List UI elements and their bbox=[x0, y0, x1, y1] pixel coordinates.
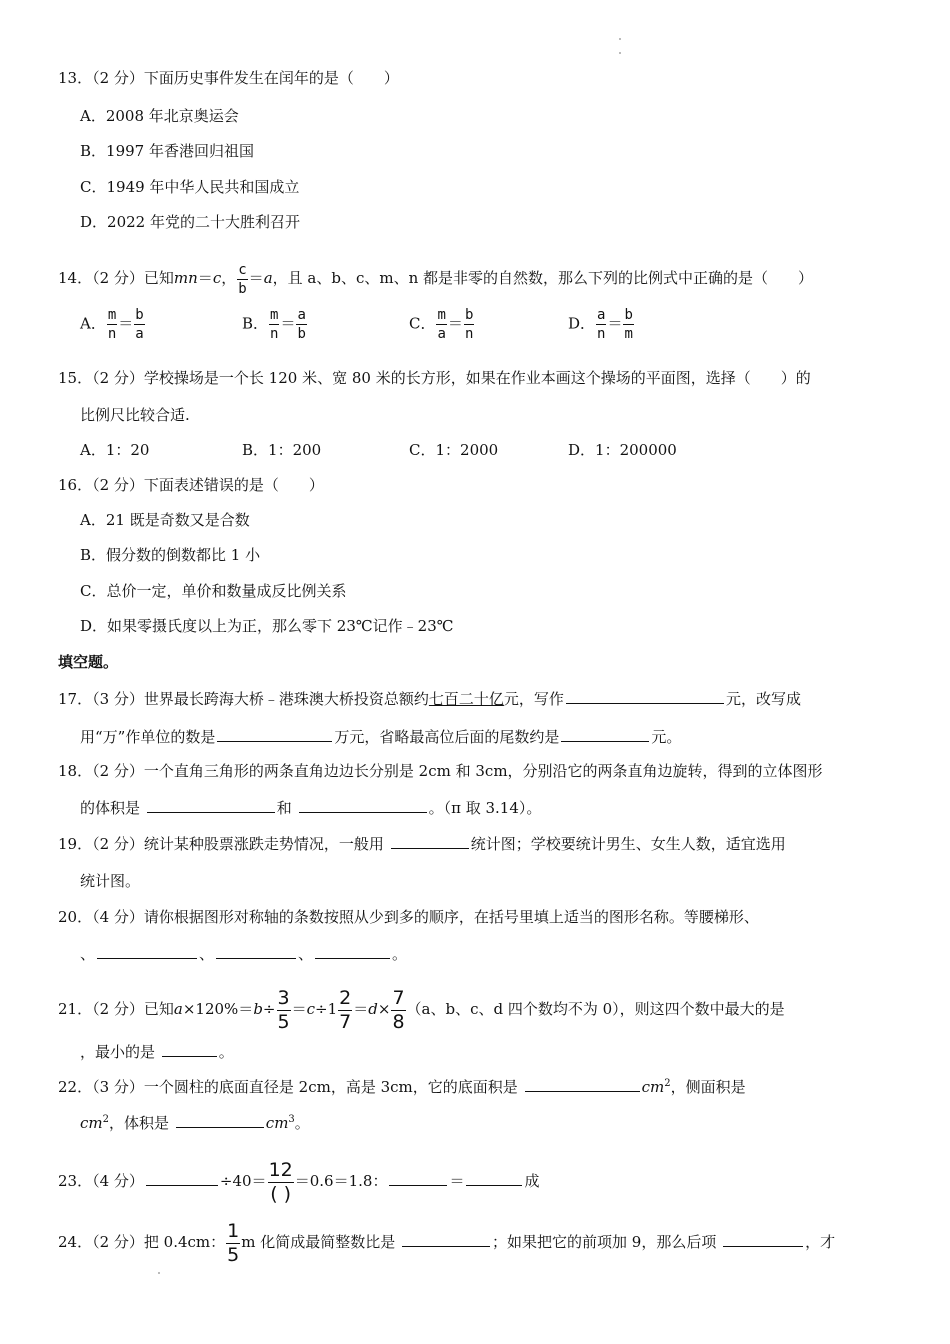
q14-option-d[interactable] bbox=[568, 308, 635, 341]
q17-text: 元，写作 bbox=[503, 690, 564, 708]
q20-sep: 、 bbox=[199, 945, 215, 963]
q24-text: m 化简成最简整数比是 bbox=[241, 1233, 396, 1251]
option-label: D． bbox=[568, 314, 596, 333]
q15-option-b[interactable]: B．1：200 bbox=[242, 441, 322, 459]
scan-dot bbox=[158, 1272, 160, 1274]
frac-num: b bbox=[624, 307, 633, 323]
frac-num: m bbox=[107, 307, 117, 323]
q18-text: 和 bbox=[276, 799, 292, 817]
frac-den: b bbox=[297, 326, 306, 342]
q19-text: 19．（2 分）统计某种股票涨跌走势情况，一般用 bbox=[58, 835, 384, 853]
frac-num: m bbox=[437, 307, 446, 323]
fraction bbox=[268, 1158, 294, 1205]
q15-stem-line1: 15．（2 分）学校操场是一个长 120 米、宽 80 米的长方形，如果在作业本画这个操场的平面图，选择（ ）的 bbox=[58, 369, 811, 387]
q18-text: 的体积是 bbox=[80, 799, 141, 817]
q21-text: （a、b、c、d 四个数均不为 0），则这四个数中最大的是 bbox=[406, 1000, 785, 1018]
q21-text: × bbox=[377, 1000, 391, 1018]
q18-line1: 18．（2 分）一个直角三角形的两条直角边边长分别是 2cm 和 3cm，分别沿它的两条直角边旋转，得到的立体图形 bbox=[58, 762, 823, 780]
q16-stem: 16．（2 分）下面表述错误的是（ ） bbox=[58, 476, 324, 494]
q21-var: c bbox=[306, 1000, 316, 1018]
frac-den: a bbox=[437, 326, 446, 342]
q14-option-c[interactable] bbox=[409, 308, 475, 341]
q17-line2 bbox=[80, 726, 681, 747]
fraction-bar bbox=[436, 324, 446, 325]
q13-stem: 13．（2 分）下面历史事件发生在闰年的是（ ） bbox=[58, 69, 399, 87]
q24-text: 24．（2 分）把 0.4cm： bbox=[58, 1233, 226, 1251]
answer-blank[interactable] bbox=[97, 943, 197, 959]
unit: cm bbox=[80, 1114, 103, 1132]
answer-blank[interactable] bbox=[561, 726, 649, 742]
answer-blank[interactable] bbox=[389, 1170, 447, 1186]
answer-blank[interactable] bbox=[146, 1170, 218, 1186]
q19-text: 统计图；学校要统计男生、女生人数，适宜选用 bbox=[470, 835, 786, 853]
q16-option-c[interactable]: C．总价一定，单价和数量成反比例关系 bbox=[80, 582, 347, 600]
q20-sep: 、 bbox=[80, 945, 96, 963]
equals: ＝ bbox=[607, 314, 623, 333]
option-label: B． bbox=[242, 314, 269, 333]
fraction-bar bbox=[269, 324, 279, 325]
frac-num: 2 bbox=[339, 986, 352, 1009]
q17-underlined: 七百二十亿 bbox=[428, 690, 504, 708]
q23-text: ÷40＝ bbox=[219, 1172, 267, 1190]
q14-frac-num: c bbox=[238, 261, 247, 278]
fraction-bar bbox=[134, 324, 144, 325]
q24-text: ，才 bbox=[805, 1233, 836, 1251]
q22-text: 22．（3 分）一个圆柱的底面直径是 2cm，高是 3cm，它的底面积是 bbox=[58, 1078, 518, 1096]
frac-den: 5 bbox=[227, 1243, 240, 1266]
q15-stem-line2: 比例尺比较合适. bbox=[80, 406, 190, 424]
q14-eq2: ＝ bbox=[248, 269, 264, 287]
frac-num: 12 bbox=[268, 1158, 293, 1181]
answer-blank[interactable] bbox=[402, 1231, 490, 1247]
q21-var: b bbox=[253, 1000, 263, 1018]
equals: ＝ bbox=[118, 314, 134, 333]
scan-dot bbox=[619, 38, 621, 40]
frac-num: a bbox=[597, 307, 606, 323]
option-label: C． bbox=[409, 314, 436, 333]
frac-den: n bbox=[107, 326, 117, 342]
q21-line1 bbox=[58, 974, 785, 1044]
q24-text: ；如果把它的前项加 9，那么后项 bbox=[492, 1233, 717, 1251]
frac-den-blank[interactable]: ( ) bbox=[270, 1182, 292, 1205]
q15-option-d[interactable]: D．1：200000 bbox=[568, 441, 677, 459]
fraction bbox=[107, 308, 117, 341]
fraction bbox=[134, 308, 144, 341]
q18-text: 。（π 取 3.14）。 bbox=[428, 799, 542, 817]
superscript: 3 bbox=[288, 1114, 295, 1125]
q14-stem bbox=[58, 248, 813, 308]
q14-option-b[interactable] bbox=[242, 308, 308, 341]
fraction bbox=[226, 1219, 240, 1266]
q14-a: a bbox=[263, 269, 273, 287]
q24-line bbox=[58, 1204, 835, 1280]
q23-text: ＝ bbox=[449, 1172, 465, 1190]
q14-prefix: 14．（2 分）已知 bbox=[58, 269, 174, 287]
q16-option-d[interactable]: D．如果零摄氏度以上为正，那么零下 23℃记作﹣23℃ bbox=[80, 617, 454, 635]
q14-fraction bbox=[237, 263, 247, 296]
fraction-bar bbox=[107, 324, 117, 325]
q15-option-a[interactable]: A．1：20 bbox=[80, 441, 150, 459]
fraction bbox=[277, 986, 291, 1033]
q17-text: 用“万”作单位的数是 bbox=[80, 728, 216, 746]
frac-den: m bbox=[624, 326, 633, 342]
unit: cm bbox=[265, 1114, 289, 1132]
q20-line1: 20．（4 分）请你根据图形对称轴的条数按照从少到多的顺序，在括号里填上适当的图形名称。等腰梯形、 bbox=[58, 908, 759, 926]
fraction bbox=[296, 308, 306, 341]
answer-blank[interactable] bbox=[315, 943, 390, 959]
answer-blank[interactable] bbox=[391, 833, 469, 849]
q13-option-c[interactable]: C．1949 年中华人民共和国成立 bbox=[80, 178, 300, 196]
q20-line2 bbox=[80, 943, 407, 964]
answer-blank[interactable] bbox=[466, 1170, 522, 1186]
q14-mn: mn bbox=[173, 269, 198, 287]
q21-line2 bbox=[80, 1041, 234, 1062]
q20-sep: 、 bbox=[298, 945, 314, 963]
answer-blank[interactable] bbox=[566, 688, 724, 704]
q14-option-a[interactable] bbox=[80, 308, 146, 341]
fraction bbox=[623, 308, 633, 341]
frac-num: 7 bbox=[392, 986, 405, 1009]
q17-text: 元，改写成 bbox=[725, 690, 801, 708]
q21-text: ，最小的是 bbox=[80, 1043, 156, 1061]
answer-blank[interactable] bbox=[176, 1112, 264, 1128]
frac-den: a bbox=[135, 326, 144, 342]
fraction bbox=[338, 986, 352, 1033]
q14-comma: ， bbox=[221, 269, 237, 287]
q22-line2 bbox=[80, 1110, 310, 1133]
scan-dot bbox=[619, 52, 621, 54]
fraction-bar bbox=[596, 324, 606, 325]
superscript: 2 bbox=[664, 1078, 671, 1089]
q21-var: d bbox=[368, 1000, 378, 1018]
fraction bbox=[391, 986, 405, 1033]
q13-option-a[interactable]: A．2008 年北京奥运会 bbox=[80, 107, 239, 125]
q21-text: ÷ bbox=[262, 1000, 276, 1018]
q14-eq1: ＝ bbox=[197, 269, 213, 287]
q21-text: 。 bbox=[218, 1043, 234, 1061]
unit: cm bbox=[641, 1078, 665, 1096]
equals: ＝ bbox=[280, 314, 296, 333]
q20-end: 。 bbox=[392, 945, 408, 963]
q16-option-a[interactable]: A．21 既是奇数又是合数 bbox=[80, 511, 250, 529]
q14-frac-den: b bbox=[238, 280, 247, 297]
q17-text: 元。 bbox=[651, 728, 682, 746]
fraction-bar bbox=[296, 324, 306, 325]
q19-line2: 统计图。 bbox=[80, 872, 141, 890]
q17-line1 bbox=[58, 688, 801, 709]
q21-text: ＝ bbox=[353, 1000, 369, 1018]
q23-text: ＝0.6＝1.8： bbox=[294, 1172, 388, 1190]
q14-c: c bbox=[212, 269, 222, 287]
fraction-bar bbox=[623, 324, 633, 325]
fraction bbox=[436, 308, 446, 341]
q23-text: 成 bbox=[524, 1172, 540, 1190]
q21-text: ÷1 bbox=[315, 1000, 338, 1018]
section-heading: 填空题。 bbox=[58, 653, 119, 671]
frac-den: 5 bbox=[277, 1010, 290, 1033]
fraction bbox=[464, 308, 474, 341]
q22-text: ，体积是 bbox=[109, 1114, 170, 1132]
answer-blank[interactable] bbox=[147, 797, 275, 813]
frac-num: 3 bbox=[277, 986, 290, 1009]
q22-text: ，侧面积是 bbox=[670, 1078, 746, 1096]
frac-num: a bbox=[297, 307, 306, 323]
answer-blank[interactable] bbox=[217, 726, 332, 742]
superscript: 2 bbox=[102, 1114, 109, 1125]
answer-blank[interactable] bbox=[299, 797, 427, 813]
q23-text: 23．（4 分） bbox=[58, 1172, 144, 1190]
frac-den: n bbox=[464, 326, 474, 342]
frac-den: 8 bbox=[392, 1010, 405, 1033]
fraction-bar bbox=[464, 324, 474, 325]
q13-option-d[interactable]: D．2022 年党的二十大胜利召开 bbox=[80, 213, 300, 231]
q17-text: 万元，省略最高位后面的尾数约是 bbox=[334, 728, 560, 746]
q15-option-c[interactable]: C．1：2000 bbox=[409, 441, 499, 459]
answer-blank[interactable] bbox=[216, 943, 296, 959]
q14-rest: ，且 a、b、c、m、n 都是非零的自然数，那么下列的比例式中正确的是（ ） bbox=[272, 269, 814, 287]
q21-text: ×120%＝ bbox=[182, 1000, 254, 1018]
frac-num: b bbox=[464, 307, 474, 323]
answer-blank[interactable] bbox=[525, 1076, 640, 1092]
answer-blank[interactable] bbox=[723, 1231, 803, 1247]
q19-line1 bbox=[58, 833, 786, 854]
equals: ＝ bbox=[447, 314, 463, 333]
q16-option-b[interactable]: B．假分数的倒数都比 1 小 bbox=[80, 546, 261, 564]
frac-den: n bbox=[597, 326, 606, 342]
frac-num: m bbox=[270, 307, 279, 323]
q21-text: 21．（2 分）已知 bbox=[58, 1000, 174, 1018]
frac-den: n bbox=[270, 326, 279, 342]
fraction bbox=[269, 308, 279, 341]
frac-num: 1 bbox=[227, 1219, 240, 1242]
fraction bbox=[596, 308, 606, 341]
answer-blank[interactable] bbox=[162, 1041, 217, 1057]
fraction-bar bbox=[237, 279, 247, 280]
frac-den: 7 bbox=[339, 1010, 352, 1033]
option-label: A． bbox=[80, 314, 106, 333]
q17-text: 17．（3 分）世界最长跨海大桥﹣港珠澳大桥投资总额约 bbox=[58, 690, 429, 708]
q18-line2 bbox=[80, 797, 541, 818]
frac-num: b bbox=[135, 307, 144, 323]
q22-text: 。 bbox=[294, 1114, 310, 1132]
q21-text: ＝ bbox=[291, 1000, 307, 1018]
q22-line1 bbox=[58, 1074, 746, 1097]
q21-var: a bbox=[173, 1000, 183, 1018]
q13-option-b[interactable]: B．1997 年香港回归祖国 bbox=[80, 142, 254, 160]
